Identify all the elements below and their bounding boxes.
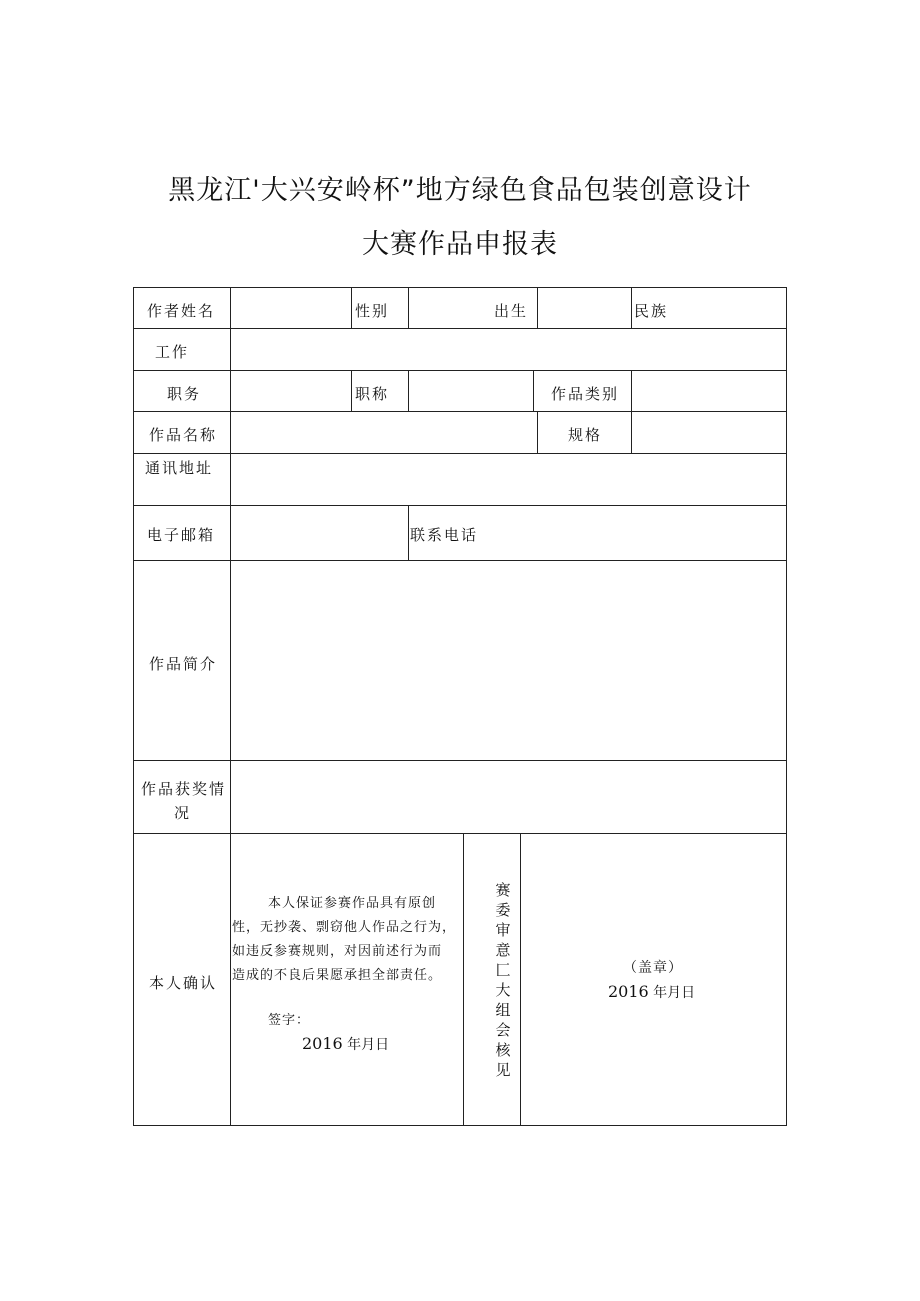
review-char: 组 <box>495 1001 511 1019</box>
phone-label: 联系电话 <box>410 526 479 544</box>
review-label-col1 <box>495 880 511 1080</box>
pledge-line4: 造成的不良后果愿承担全部责任。 <box>232 968 443 983</box>
form-title-line1: 黑龙江'大兴安岭杯”地方绿色食品包装创意设计 <box>168 175 752 206</box>
review-char: 匚 <box>495 961 511 979</box>
category-label: 作品类别 <box>551 385 620 403</box>
awards-label-line1: 作品获奖情 <box>141 780 227 798</box>
author-name-label: 作者姓名 <box>147 302 216 320</box>
ethnicity-label: 民族 <box>634 302 669 320</box>
review-char: 意 <box>495 941 511 959</box>
intro-field[interactable] <box>230 560 787 761</box>
email-label: 电子邮箱 <box>147 526 216 544</box>
review-char: 核 <box>495 1041 511 1059</box>
position-label: 职务 <box>167 385 202 403</box>
sign-date <box>302 1034 389 1054</box>
form-title-line2: 大赛作品申报表 <box>362 229 558 260</box>
confirm-label: 本人确认 <box>149 974 218 992</box>
address-field[interactable] <box>230 453 787 506</box>
title-label: 职称 <box>355 385 390 403</box>
email-field[interactable] <box>230 505 409 561</box>
author-name-field[interactable] <box>230 287 352 329</box>
review-char: 赛 <box>495 881 511 899</box>
review-label-cell <box>463 833 521 1126</box>
pledge-line3: 如违反参赛规则，对因前述行为而 <box>232 944 443 959</box>
work-label: 工作 <box>155 343 190 361</box>
seal-date <box>608 982 695 1002</box>
awards-field[interactable] <box>230 760 787 834</box>
spec-field[interactable] <box>631 411 787 454</box>
gender-label: 性别 <box>355 302 390 320</box>
work-name-label: 作品名称 <box>149 426 218 444</box>
awards-label-line2: 况 <box>174 804 192 822</box>
birth-field[interactable] <box>537 287 632 329</box>
sign-date-suffix: 年月日 <box>347 1037 390 1053</box>
pledge-line2: 性，无抄袭、剽窃他人作品之行为， <box>232 920 457 935</box>
seal-label: （盖章） <box>623 960 683 976</box>
review-char: 审 <box>495 921 511 939</box>
review-char: 委 <box>495 901 511 919</box>
position-field[interactable] <box>230 370 352 412</box>
review-char: 大 <box>495 981 511 999</box>
review-char: 会 <box>495 1021 511 1039</box>
work-name-field[interactable] <box>230 411 538 454</box>
pledge-line1: 本人保证参赛作品具有原创 <box>268 896 437 911</box>
seal-year: 2016 <box>608 982 649 1001</box>
title-field[interactable] <box>408 370 534 412</box>
intro-label: 作品简介 <box>149 655 218 673</box>
category-field[interactable] <box>631 370 787 412</box>
birth-label: 出生 <box>494 302 529 320</box>
work-field[interactable] <box>230 328 787 371</box>
sign-year: 2016 <box>302 1034 343 1053</box>
address-label: 通讯地址 <box>145 459 214 477</box>
seal-date-suffix: 年月日 <box>653 985 696 1001</box>
spec-label: 规格 <box>568 426 603 444</box>
signature-label: 签字： <box>268 1013 311 1028</box>
review-char: 见 <box>495 1061 511 1079</box>
